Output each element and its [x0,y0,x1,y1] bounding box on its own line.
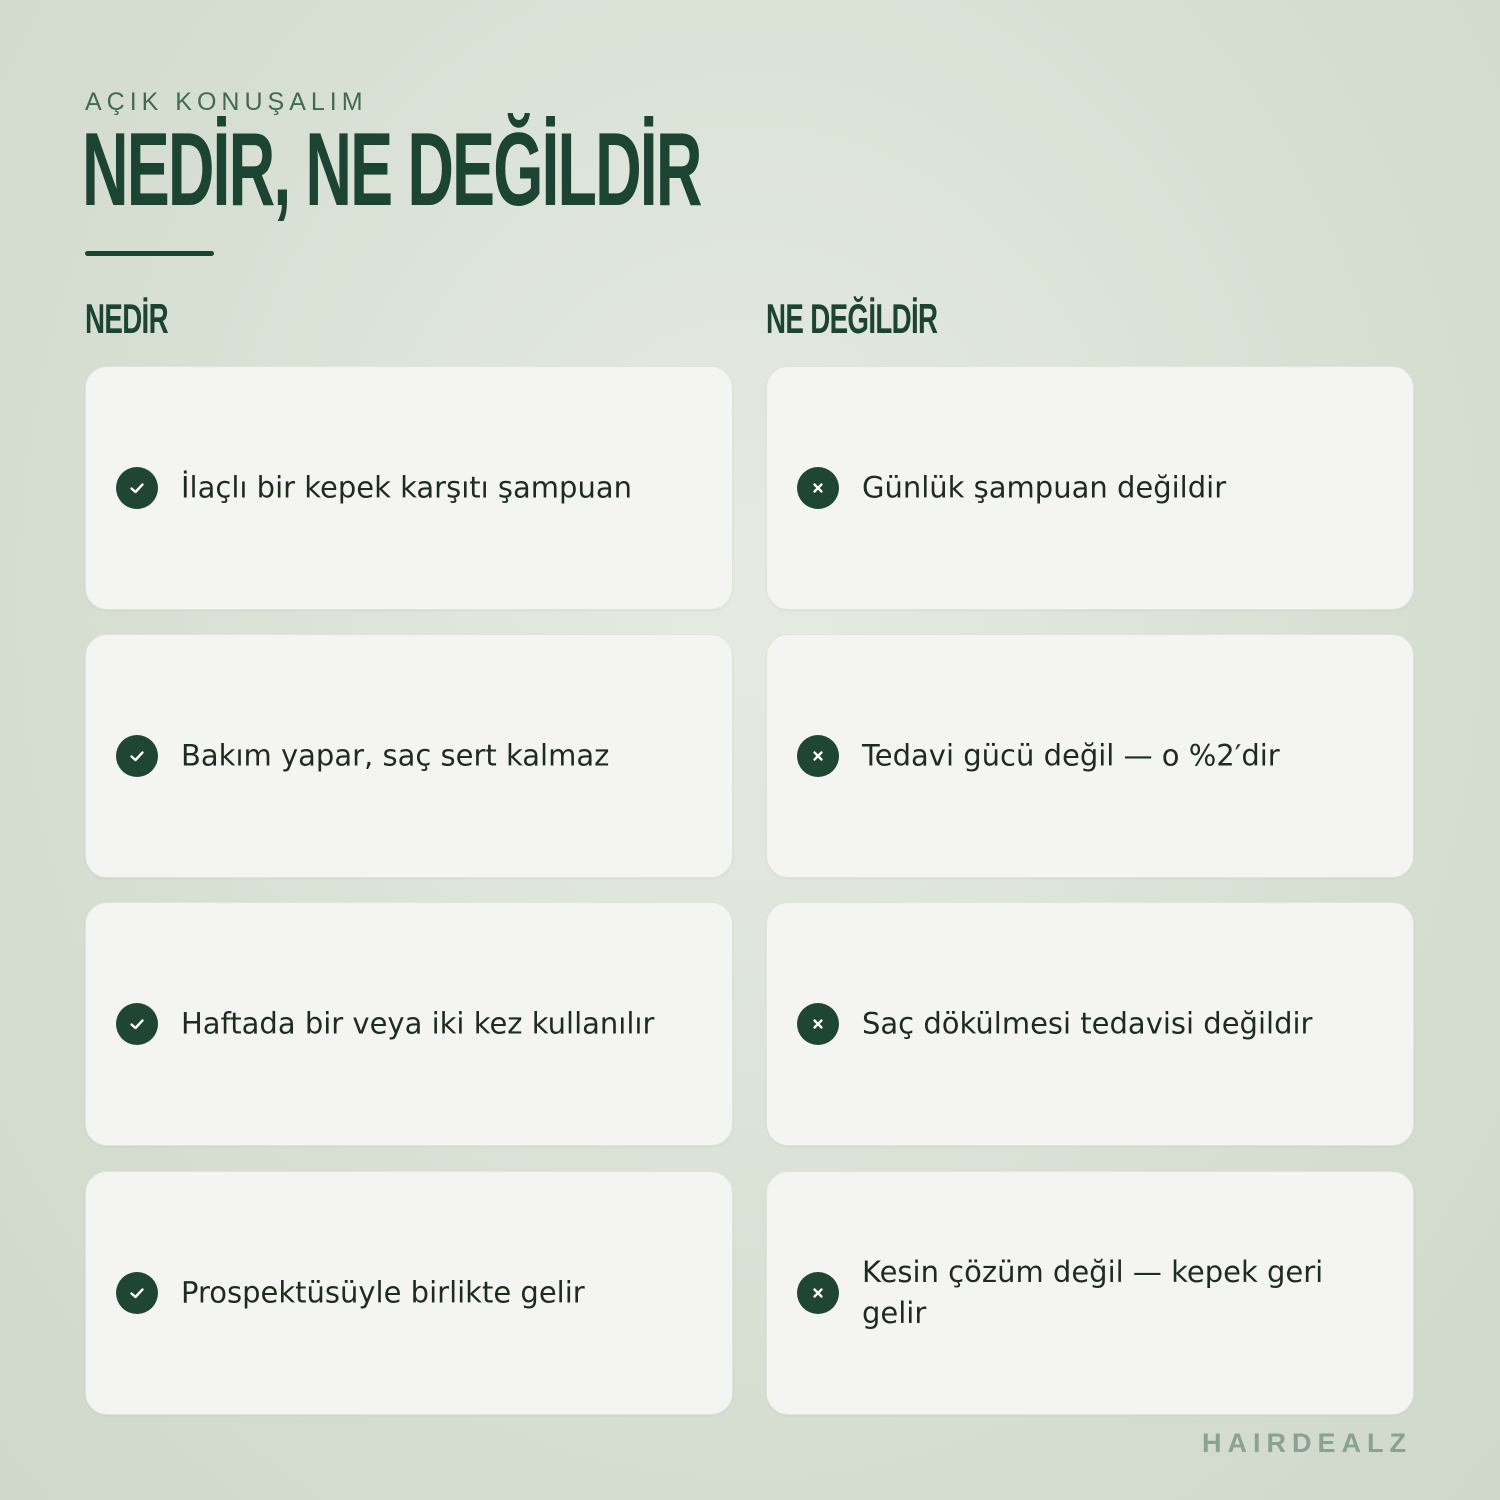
card-text: Prospektüsüyle birlikte gelir [181,1275,585,1310]
card-text: Tedavi gücü değil — o %2′dir [862,738,1280,773]
card-text: Bakım yapar, saç sert kalmaz [181,738,610,773]
card-text: Günlük şampuan değildir [862,470,1227,505]
close-icon [797,1272,839,1314]
card-text: Haftada bir veya iki kez kullanılır [181,1006,655,1041]
page-title: NEDİR, NE DEĞİLDİR [82,112,701,228]
close-icon [797,1003,839,1045]
column-heading-what-it-is: NEDİR [85,295,168,342]
card-text: Saç dökülmesi tedavisi değildir [862,1006,1313,1041]
close-icon [797,735,839,777]
brand-logo-text: HAIRDEALZ [1202,1428,1412,1458]
close-icon [797,467,839,509]
card-text: İlaçlı bir kepek karşıtı şampuan [181,470,632,505]
check-icon [116,735,158,777]
what-it-is-card [85,366,733,610]
what-it-is-card [85,1171,733,1415]
what-it-is-not-card [766,366,1414,610]
what-it-is-not-card [766,1171,1414,1415]
column-heading-what-it-is-not: NE DEĞİLDİR [766,295,938,342]
check-icon [116,1272,158,1314]
title-underline [85,251,214,256]
check-icon [116,467,158,509]
what-it-is-not-card [766,902,1414,1146]
eyebrow-label: AÇIK KONUŞALIM [85,88,368,116]
check-icon [116,1003,158,1045]
what-it-is-card [85,634,733,878]
what-it-is-not-card [766,634,1414,878]
card-text: Kesin çözüm değil — kepek geri gelir [862,1255,1324,1330]
what-it-is-card [85,902,733,1146]
